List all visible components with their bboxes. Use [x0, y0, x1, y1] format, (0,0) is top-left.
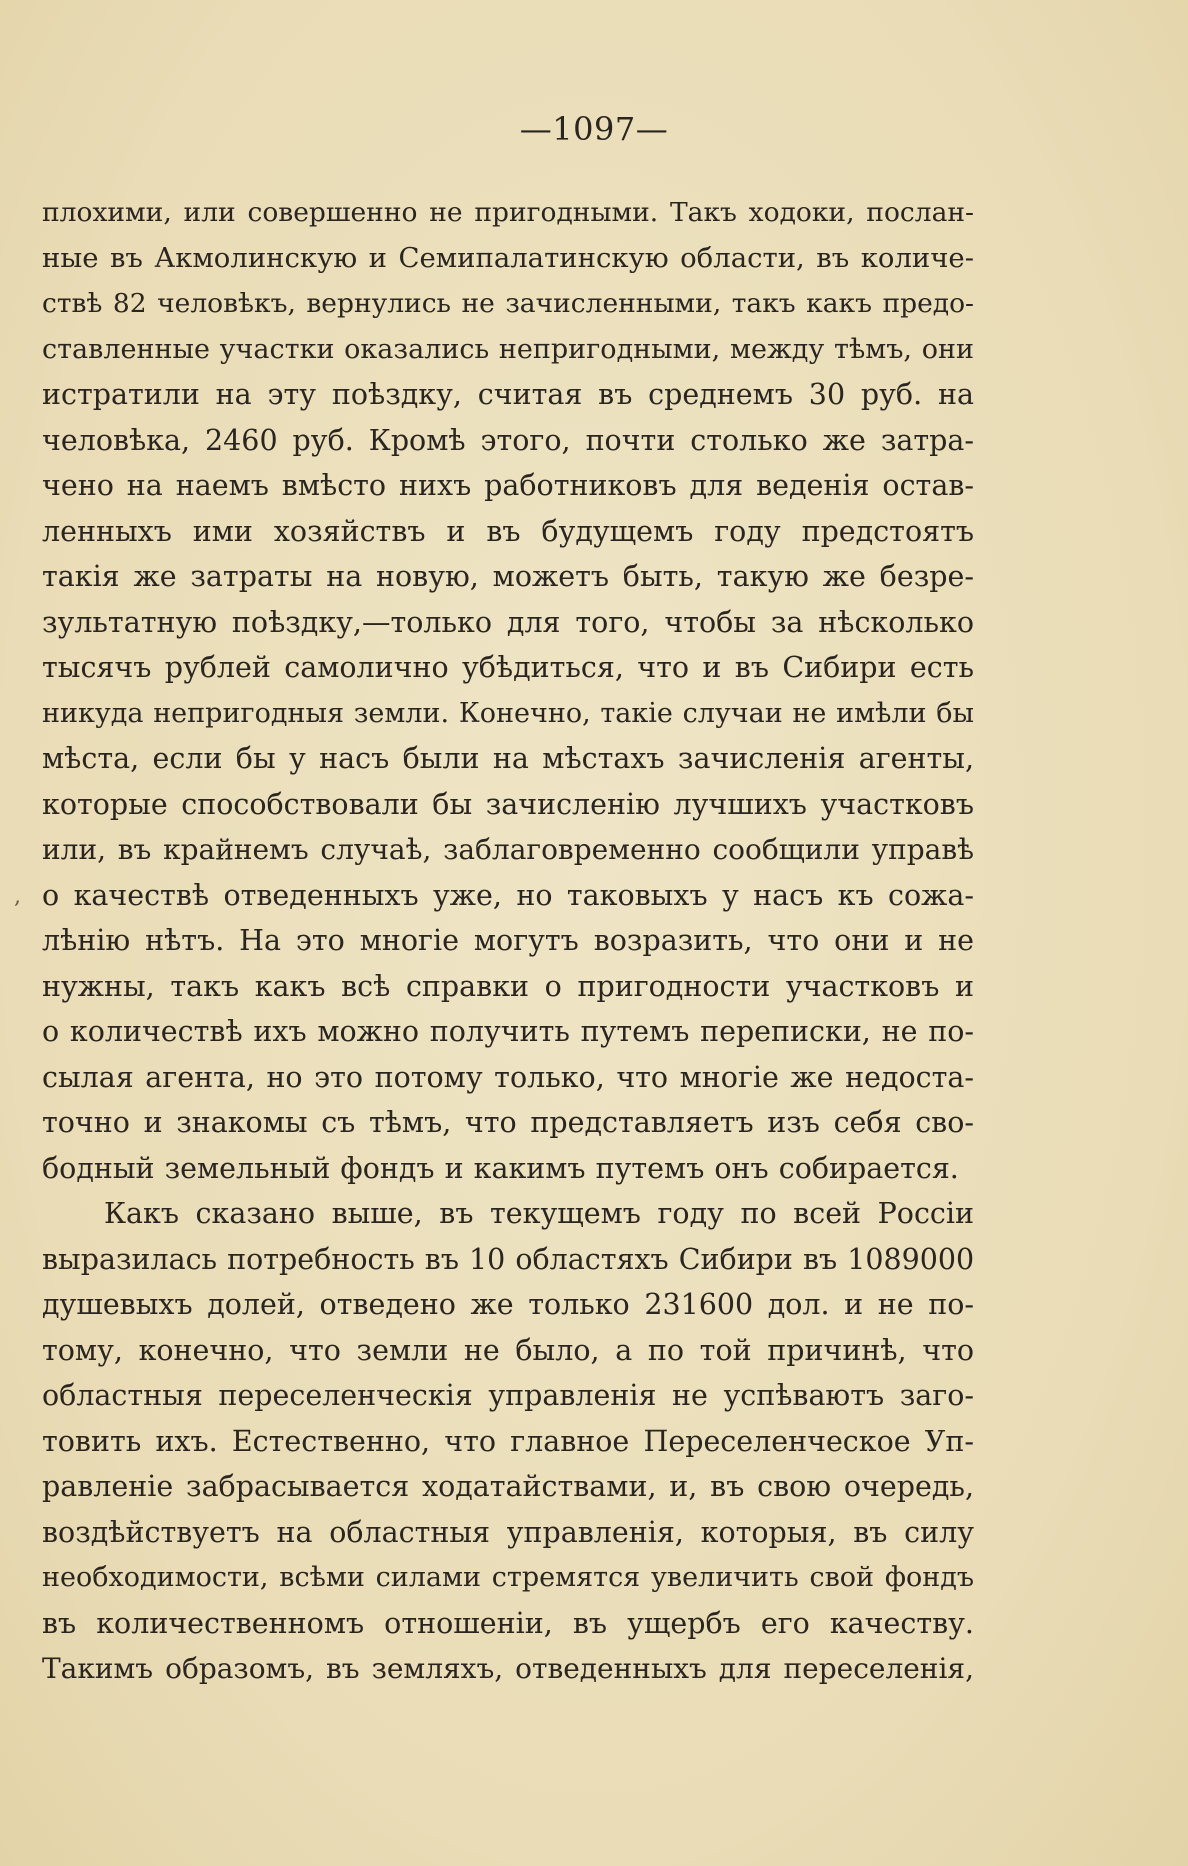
text-line: тысячъ рублей самолично убѣдиться, что и въ Сибири есть	[42, 651, 974, 684]
text-line: въ количественномъ отношеніи, въ ущербъ его качеству.	[42, 1606, 974, 1640]
text-line: плохими, или совершенно не пригодными. Такъ ходоки, послан-	[42, 197, 974, 228]
text-line: ные въ Акмолинскую и Семипалатинскую области, въ количе-	[42, 241, 974, 274]
margin-mark: ,	[14, 884, 21, 909]
text-line: нужны, такъ какъ всѣ справки о пригодности участковъ и	[42, 969, 974, 1003]
text-line: мѣста, если бы у насъ были на мѣстахъ зачисленія агенты,	[42, 742, 974, 775]
text-line: ставленные участки оказались непригодными, между тѣмъ, они	[42, 333, 974, 365]
text-line: Такимъ образомъ, въ земляхъ, отведенныхъ для переселенія,	[42, 1652, 974, 1685]
paragraph-end-line: бодный земельный фондъ и какимъ путемъ онъ собирается.	[42, 1151, 959, 1185]
text-line: душевыхъ долей, отведено же только 231600 дол. и не по-	[42, 1288, 974, 1321]
text-line: о качествѣ отведенныхъ уже, но таковыхъ у насъ къ сожа-	[42, 878, 974, 912]
text-line: воздѣйствуетъ на областныя управленія, которыя, въ силу	[42, 1515, 974, 1549]
text-line: о количествѣ ихъ можно получить путемъ переписки, не по-	[42, 1015, 974, 1048]
text-line: сылая агента, но это потому только, что многіе же недоста-	[42, 1060, 974, 1094]
text-line: такія же затраты на новую, можетъ быть, такую же безре-	[42, 560, 974, 593]
text-line: или, въ крайнемъ случаѣ, заблаговременно сообщили управѣ	[42, 833, 974, 866]
text-line: лѣнію нѣтъ. На это многіе могутъ возразить, что они и не	[42, 924, 974, 957]
text-line: выразилась потребность въ 10 областяхъ Сибири въ 1089000	[42, 1242, 975, 1276]
text-line: ствѣ 82 человѣкъ, вернулись не зачисленными, такъ какъ предо-	[42, 288, 974, 319]
text-line: точно и знакомы съ тѣмъ, что представляетъ изъ себя сво-	[42, 1106, 974, 1139]
body-text	[42, 190, 974, 1692]
text-line: чено на наемъ вмѣсто нихъ работниковъ для веденія остав-	[42, 469, 974, 502]
text-line: которые способствовали бы зачисленію лучшихъ участковъ	[42, 787, 974, 821]
text-line: зультатную поѣздку,—только для того, чтобы за нѣсколько	[42, 605, 974, 639]
paragraph-start-line: Какъ сказано выше, въ текущемъ году по всей Россіи	[104, 1197, 974, 1230]
text-line: товить ихъ. Естественно, что главное Переселенческое Уп-	[42, 1424, 974, 1458]
text-line: ленныхъ ими хозяйствъ и въ будущемъ году предстоятъ	[42, 514, 974, 548]
text-line: человѣка, 2460 руб. Кромѣ этого, почти столько же затра-	[42, 423, 974, 457]
text-line: областныя переселенческія управленія не успѣваютъ заго-	[42, 1379, 974, 1412]
text-line: истратили на эту поѣздку, считая въ среднемъ 30 руб. на	[42, 378, 974, 411]
text-line: равленіе забрасывается ходатайствами, и, въ свою очередь,	[42, 1470, 974, 1503]
text-line: тому, конечно, что земли не было, а по той причинѣ, что	[42, 1333, 974, 1367]
text-line: необходимости, всѣми силами стремятся увеличить свой фондъ	[42, 1562, 974, 1593]
page-number: —1097—	[519, 110, 669, 148]
text-line: никуда непригодныя земли. Конечно, такіе случаи не имѣли бы	[42, 697, 974, 729]
